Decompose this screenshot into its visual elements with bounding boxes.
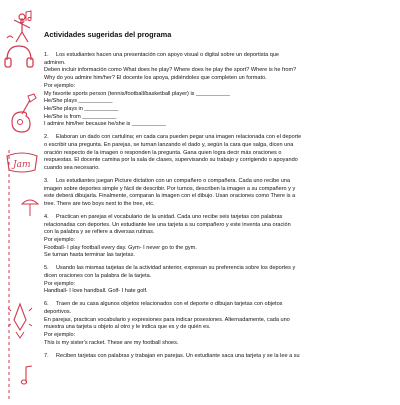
activity-line: En parejas, practican vocabulario y expresiones para indicar posesiones. Alternadamente, cada uno [44,316,290,323]
activity-line: respuestas. El docente camina por la sala de clases, supervisando su trabajo y corrigiendo o apoyando [44,157,298,164]
activity-line: He/She is from ___________ [44,113,117,120]
activity-line: Why do you admire him/her? El docente los apoya, pidiéndoles que completen un formato. [44,75,267,82]
activity-number: 7. [44,352,49,359]
activity-line: oración respecto de la imagen o responden la pregunta. Gana quien logra decir más oraciones o [44,149,282,156]
activity-item [44,178,364,209]
activity-line: Football- I play football every day. Gym- I never go to the gym. [44,244,197,251]
activity-item [44,265,364,296]
activity-item [44,353,364,361]
decorative-dashed-rule [4,150,14,400]
activity-text: Los estudiantes hacen una presentación con apoyo visual o digital sobre un deportista que [56,52,279,58]
activity-first-line [44,178,364,186]
activity-line: My favorite sports person (tennis/football/basketball player) is ___________ [44,90,230,97]
activity-item [44,134,364,173]
activity-line: muestra una tarjeta u objeto al otro y le indica que es y de quién es. [44,324,211,331]
activity-first-line [44,265,364,273]
music-note-icon [20,10,34,24]
guitar-icon [8,92,40,136]
activity-text: Traen de su casa algunos objetos relacionados con el deporte o dibujan tarjetas con objetos [56,301,283,308]
activity-line: con la palabra y se refiere a diversas rutinas. [44,229,155,236]
headphones-icon [2,40,36,74]
activity-number: 6. [44,301,49,308]
activity-line: deportivos. [44,309,72,316]
activity-line: Por ejemplo: [44,280,76,287]
rocket-icon [4,300,36,340]
activity-first-line [44,301,364,309]
activities-list [44,52,364,366]
activity-text: Los estudiantes juegan Picture dictation con un compañero o compañera. Cada uno recibe una [56,177,291,184]
activity-line: dicen oraciones con la palabra de la tarjeta. [44,273,152,280]
music-note-icon [20,364,36,386]
activity-line: Handball- I love handball. Golf- I hate golf. [44,288,148,295]
activity-line: He/She plays in ___________ [44,105,119,112]
activity-number: 5. [44,265,49,272]
activity-line: I admire him/her because he/she is ___________ [44,121,166,128]
activity-line: This is my sister's racket. These are my football shoes. [44,339,179,346]
section-title: Actividades sugeridas del programa [44,30,172,39]
activity-line: relacionadas con deportes. Un estudiante lee una tarjeta a su compañero y este inventa una oración [44,221,291,228]
activity-number: 2. [44,134,49,141]
activity-text: Practican en parejas el vocabulario de la unidad. Cada uno recibe seis tarjetas con palabras [56,213,283,220]
activity-first-line [44,134,364,142]
activity-line: He/She plays ___________ [44,98,113,105]
activity-line: Por ejemplo: [44,82,76,89]
activity-text: Reciben tarjetas con palabras y trabajan en parejas. Un estudiante saca una tarjeta y se la lee a su [56,352,300,359]
activity-line: Por ejemplo: [44,332,76,339]
activity-first-line [44,353,364,361]
activity-number: 4. [44,213,49,220]
activity-text: Usando las mismas tarjetas de la actividad anterior, expresan su preferencia sobre los deportes y [56,265,296,272]
activity-line: imagen sobre deportes simple y fácil de describir. Por turnos, describen la imagen a su compañero y y [44,185,296,192]
activity-line: Se turnan hasta terminar las tarjetas. [44,252,135,259]
activity-line: Deben incluir información como What does he play? Where does he play the sport? Where is he from? [44,67,297,74]
activity-number: 1. [44,52,49,58]
activity-line: admiren. [44,59,66,66]
activity-first-line [44,214,364,222]
activity-item [44,52,364,129]
activity-first-line [44,52,364,60]
activity-number: 3. [44,177,49,184]
activity-line: o escribir una pregunta. En parejas, se turnan lanzando el dado y, según la cara que salga, dicen una [44,141,294,148]
umbrella-figure-icon [20,196,40,220]
activity-line: cuando sea necesario. [44,165,100,172]
activity-item [44,214,364,260]
activity-line: Por ejemplo: [44,237,76,244]
activity-text: Elaboran un dado con cartulina; en cada cara pueden pegar una imagen relacionada con el deporte [56,134,302,141]
activity-item [44,301,364,347]
activity-line: tree. There are two boys next to the tree, etc. [44,201,155,208]
activity-line: este deberá dibujarla. Finalmente, comparan la imagen con el dibujo. Usan oraciones como There is a [44,193,296,200]
jam-label: Jam [13,160,31,170]
